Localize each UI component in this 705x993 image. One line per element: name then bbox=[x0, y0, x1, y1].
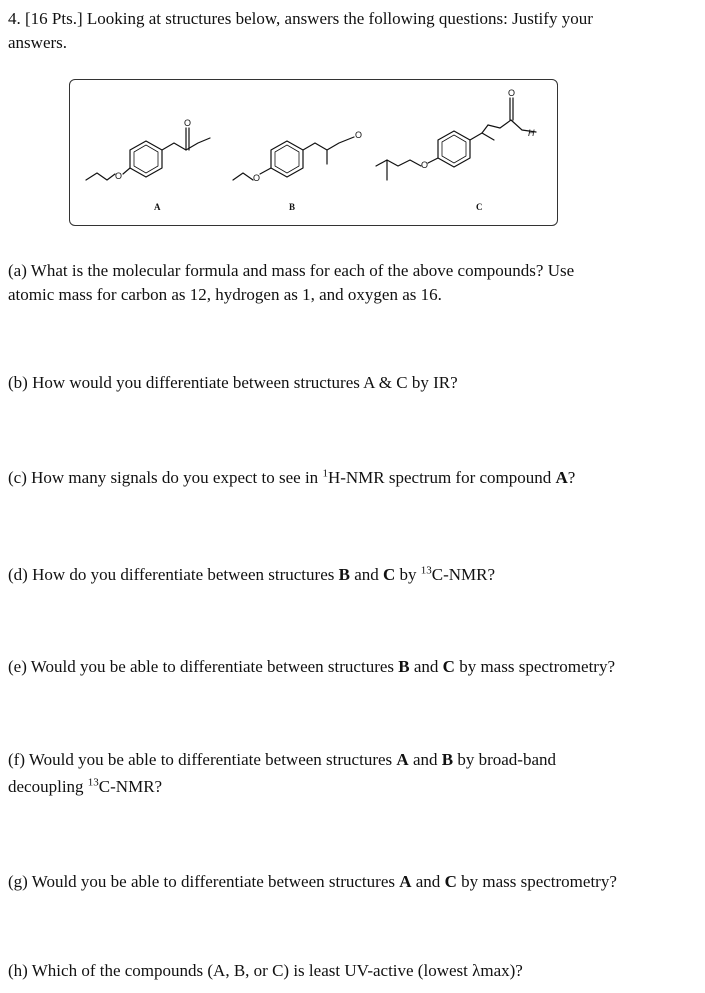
structures-figure bbox=[69, 79, 558, 226]
part-a-line1: (a) What is the molecular formula and mass for each of the above compounds? Use bbox=[8, 261, 575, 280]
structure-label-a: A bbox=[154, 202, 161, 212]
compound-b-skeleton bbox=[233, 137, 354, 180]
compound-b-ether-oxygen: O bbox=[253, 173, 261, 183]
structure-label-c: C bbox=[476, 202, 483, 212]
part-f-line1: (f) Would you be able to differentiate between structures A and B by broad-band bbox=[8, 750, 556, 769]
part-b: (b) How would you differentiate between structures A & C by IR? bbox=[8, 373, 458, 392]
compound-a-carbonyl-oxygen: O bbox=[184, 118, 192, 128]
part-d: (d) How do you differentiate between structures B and C by $^{13}$C-NMR? bbox=[8, 564, 496, 584]
part-a-line2: atomic mass for carbon as 12, hydrogen as 1, and oxygen as 16. bbox=[8, 285, 442, 304]
part-f-line2: decoupling $^{13}$C-NMR? bbox=[8, 776, 163, 796]
part-h: (h) Which of the compounds (A, B, or C) is least UV-active (lowest λmax)? bbox=[8, 961, 523, 980]
compound-a-skeleton bbox=[86, 128, 210, 180]
structure-label-b: B bbox=[289, 202, 296, 212]
question-header-line1: 4. [16 Pts.] Looking at structures below, answers the following questions: Justify your bbox=[8, 9, 593, 28]
compound-c-hydrogen: H bbox=[528, 128, 535, 138]
structures-drawing bbox=[70, 80, 559, 227]
part-g: (g) Would you be able to differentiate between structures A and C by mass spectrometry? bbox=[8, 872, 617, 891]
question-header-line2: answers. bbox=[8, 33, 68, 52]
compound-c-ether-oxygen: O bbox=[421, 160, 429, 170]
part-e: (e) Would you be able to differentiate between structures B and C by mass spectrometry? bbox=[8, 657, 615, 676]
part-c: (c) How many signals do you expect to see in $^1$H-NMR spectrum for compound A? bbox=[8, 467, 576, 487]
compound-b-carbonyl-oxygen: O bbox=[355, 130, 363, 140]
compound-c-skeleton bbox=[376, 98, 536, 180]
compound-a-ether-oxygen: O bbox=[115, 171, 123, 181]
compound-c-carbonyl-oxygen: O bbox=[508, 88, 516, 98]
